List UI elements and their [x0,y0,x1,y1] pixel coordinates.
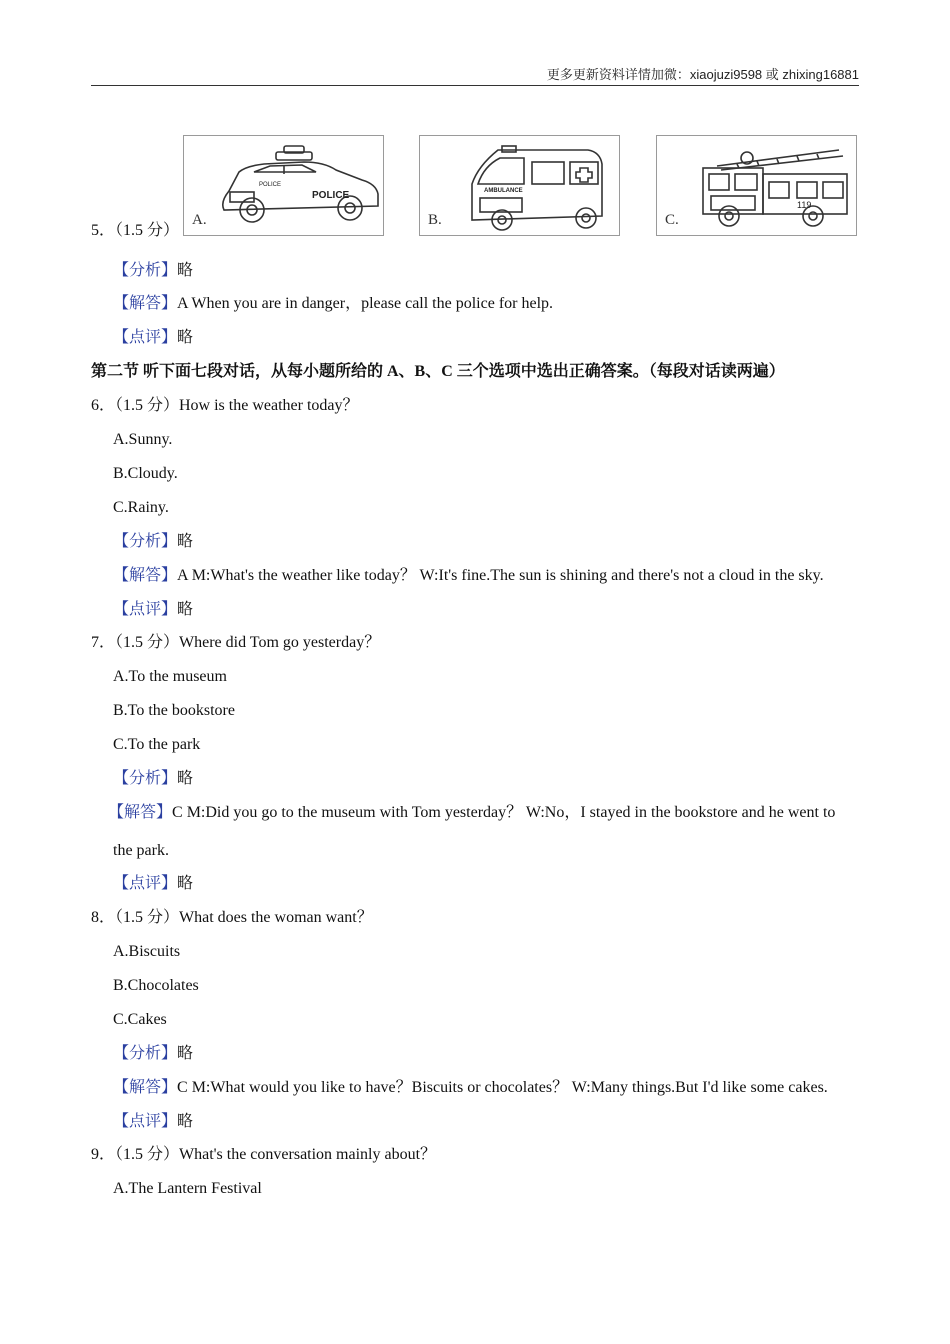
q7-option-a[interactable]: A.To the museum [113,668,227,685]
comment-text: 略 [177,329,194,346]
q8-option-c[interactable]: C.Cakes [113,1011,167,1028]
q7-comment [113,874,193,894]
comment-text: 略 [177,601,194,618]
fire-truck-icon [657,136,856,235]
answer-text: A When you are in danger，please call the police for help. [177,295,554,312]
q5-analysis [113,261,193,281]
q6-answer [113,566,824,586]
analysis-tag: 【分析】 [113,770,178,787]
analysis-text: 略 [177,770,194,787]
q7-answer [108,803,835,823]
q7-answer-continued: the park. [113,842,169,859]
analysis-tag: 【分析】 [113,262,178,279]
header-divider [91,85,859,86]
ambulance-icon [420,136,619,235]
section-title: 第二节 听下面七段对话，从每小题所给的 A、B、C 三个选项中选出正确答案。（每段对话读两遍） [91,363,785,380]
q5-answer [113,294,553,314]
q9-option-a[interactable]: A.The Lantern Festival [113,1180,262,1197]
q7-analysis [113,769,193,789]
q8-option-a[interactable]: A.Biscuits [113,943,181,960]
q8-comment [113,1112,193,1132]
answer-text: C M:Did you go to the museum with Tom yesterday？ W:No，I stayed in the bookstore and he went to [172,804,836,821]
q7-option-b[interactable]: B.To the bookstore [113,702,235,719]
q8-answer [113,1078,828,1098]
q5-prefix: 5．（1.5 分） [91,222,180,239]
q5-comment [113,328,193,348]
svg-text:POLICE: POLICE [259,182,282,188]
q5-option-c-image[interactable] [656,135,857,236]
q7-question: 7．（1.5 分）Where did Tom go yesterday？ [91,634,381,651]
comment-tag: 【点评】 [113,601,178,618]
answer-text: C M:What would you like to have？Biscuits or chocolates？ W:Many things.But I'd like some cakes. [177,1079,828,1096]
analysis-tag: 【分析】 [113,533,178,550]
analysis-text: 略 [177,262,194,279]
q6-question: 6．（1.5 分）How is the weather today？ [91,397,359,414]
q6-analysis [113,532,193,552]
answer-tag: 【解答】 [113,295,178,312]
comment-text: 略 [177,875,194,892]
comment-tag: 【点评】 [113,329,178,346]
svg-text:119: 119 [797,200,812,210]
q8-option-b[interactable]: B.Chocolates [113,977,199,994]
q8-analysis [113,1044,193,1064]
answer-tag: 【解答】 [108,804,173,821]
q6-option-a[interactable]: A.Sunny. [113,431,173,448]
answer-tag: 【解答】 [113,1079,178,1096]
answer-tag: 【解答】 [113,567,178,584]
analysis-tag: 【分析】 [113,1045,178,1062]
svg-text:AMBULANCE: AMBULANCE [484,188,523,194]
answer-text: A M:What's the weather like today？ W:It's fine.The sun is shining and there's not a cloud in the sky. [177,567,824,584]
q5-option-c-label: C. [665,212,679,228]
police-car-icon [184,136,383,235]
analysis-text: 略 [177,1045,194,1062]
q8-question: 8．（1.5 分）What does the woman want？ [91,909,373,926]
q5-option-a-label: A. [192,212,207,228]
q6-option-b[interactable]: B.Cloudy. [113,465,178,482]
q5-option-b-image[interactable] [419,135,620,236]
comment-text: 略 [177,1113,194,1130]
q6-option-c[interactable]: C.Rainy. [113,499,169,516]
q7-option-c[interactable]: C.To the park [113,736,201,753]
q9-question: 9．（1.5 分）What's the conversation mainly about？ [91,1146,437,1163]
q6-comment [113,600,193,620]
q5-option-a-image[interactable] [183,135,384,236]
page-header: 更多更新资料详情加微：xiaojuzi9598 或 zhixing16881 [546,67,859,82]
svg-text:POLICE: POLICE [312,190,350,201]
analysis-text: 略 [177,533,194,550]
q5-option-b-label: B. [428,212,442,228]
comment-tag: 【点评】 [113,875,178,892]
comment-tag: 【点评】 [113,1113,178,1130]
